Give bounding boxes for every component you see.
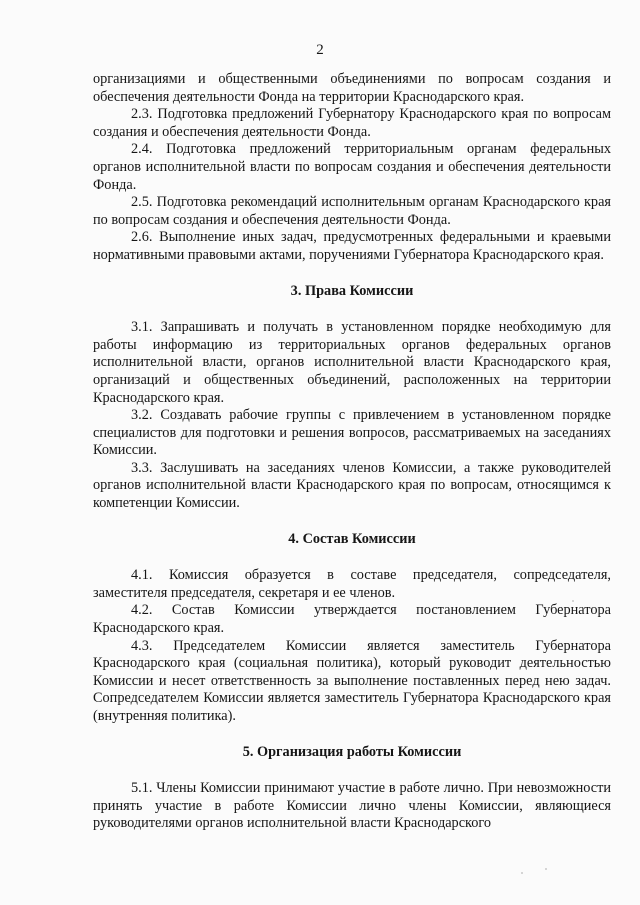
document-body: [93, 71, 611, 833]
section-4-heading: 4. Состав Комиссии: [288, 530, 416, 547]
paragraph-2-6: 2.6. Выполнение иных задач, предусмотренных федеральными и краевыми нормативными правовыми актами, поручениями Губернатора Краснодарского края.: [93, 229, 611, 263]
scan-speck: [572, 600, 574, 602]
paragraph-3-3: 3.3. Заслушивать на заседаниях членов Комиссии, а также руководителей органов исполнительной власти Краснодарского края по вопросам, относящимся к компетенции Комиссии.: [93, 459, 611, 512]
page-number: 2: [316, 42, 324, 58]
paragraph-4-1: 4.1. Комиссия образуется в составе председателя, сопредседателя, заместителя председателя, секретаря и ее членов.: [93, 567, 611, 601]
paragraph-4-3: 4.3. Председателем Комиссии является заместитель Губернатора Краснодарского края (социальная политика), который руководит деятельностью Комиссии и несет ответственность за выполнение поставленных перед нею задач. Сопредседателем Комиссии является заместитель Губернатора Краснодарского края (внутренняя политика).: [93, 637, 611, 724]
section-3-heading: 3. Права Комиссии: [290, 282, 414, 299]
section-5-heading: 5. Организация работы Комиссии: [242, 743, 462, 760]
paragraph-5-1: 5.1. Члены Комиссии принимают участие в работе лично. При невозможности принять участие в работе Комиссии лично члены Комиссии, являющиеся руководителями органов исполнительной власти Краснодарского: [93, 780, 611, 832]
paragraph-2-5: 2.5. Подготовка рекомендаций исполнительным органам Краснодарского края по вопросам создания и обеспечения деятельности Фонда.: [93, 194, 611, 228]
paragraph-2-4: 2.4. Подготовка предложений территориальным органам федеральных органов исполнительной власти по вопросам создания и обеспечения деятельности Фонда.: [93, 141, 611, 193]
paragraph-3-2: 3.2. Создавать рабочие группы с привлечением в установленном порядке специалистов для подготовки и решения вопросов, рассматриваемых на заседаниях Комиссии.: [93, 407, 611, 459]
paragraph-continuation: организациями и общественными объединениями по вопросам создания и обеспечения деятельности Фонда на территории Краснодарского края.: [93, 71, 611, 105]
scan-speck: [521, 872, 523, 874]
paragraph-2-3: 2.3. Подготовка предложений Губернатору Краснодарского края по вопросам создания и обеспечения деятельности Фонда.: [93, 106, 611, 140]
paragraph-4-2: 4.2. Состав Комиссии утверждается постановлением Губернатора Краснодарского края.: [93, 602, 611, 637]
scan-speck: [545, 868, 547, 870]
paragraph-3-1: 3.1. Запрашивать и получать в установленном порядке необходимую для работы информацию из территориальных органов федеральных органов исполнительной власти, органов исполнительной власти Краснодарского края, организаций и общественных объединений, расположенных на территории Краснодарского края.: [93, 319, 611, 406]
